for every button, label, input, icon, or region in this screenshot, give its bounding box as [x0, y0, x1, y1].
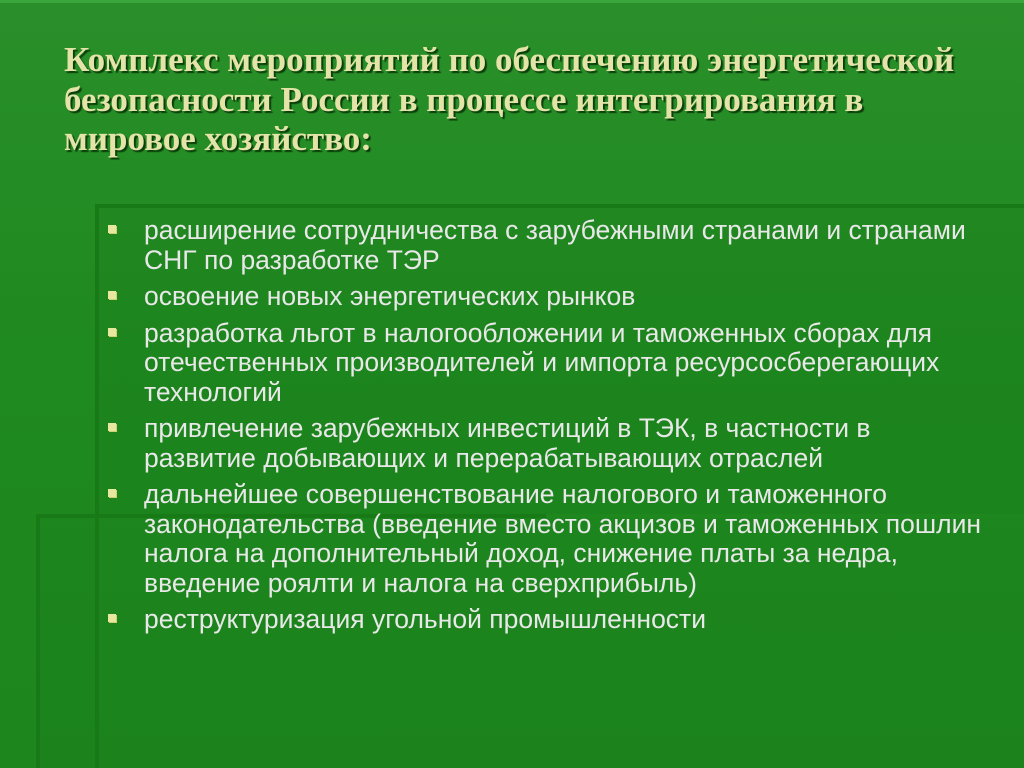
bullet-text: привлечение зарубежных инвестиций в ТЭК, в частности в развитие добывающих и перерабатывающих отраслей	[144, 413, 871, 473]
square-bullet-icon	[108, 489, 116, 497]
bullet-text: реструктуризация угольной промышленности	[144, 604, 706, 634]
bullet-text: расширение сотрудничества с зарубежными странами и странами СНГ по разработке ТЭР	[144, 215, 966, 275]
bullet-text: освоение новых энергетических рынков	[144, 281, 636, 311]
bullet-item	[108, 282, 988, 312]
square-bullet-icon	[108, 291, 116, 299]
bullet-item	[108, 216, 988, 275]
bullet-text: разработка льгот в налогообложении и таможенных сборах для отечественных производителей и импорта ресурсосберегающих технологий	[144, 317, 940, 407]
bullet-item	[108, 480, 988, 598]
square-bullet-icon	[108, 423, 116, 431]
bullet-list	[108, 216, 988, 642]
bullet-item	[108, 414, 988, 473]
top-border-line	[0, 0, 1024, 3]
square-bullet-icon	[108, 328, 116, 336]
decorative-vertical-line	[95, 204, 99, 768]
bullet-item	[108, 605, 988, 635]
decorative-vertical-line-lower	[36, 518, 40, 768]
square-bullet-icon	[108, 614, 116, 622]
decorative-horizontal-line	[99, 204, 1024, 208]
bullet-text: дальнейшее совершенствование налогового и таможенного законодательства (введение вместо акцизов и таможенных пошлин налога на дополнительный доход, снижение платы за недра, введение роялти и налога на сверхприбыль)	[144, 479, 982, 598]
square-bullet-icon	[108, 225, 116, 233]
bullet-item	[108, 319, 988, 408]
slide-title: Комплекс мероприятий по обеспечению энергетической безопасности России в процессе интегрирования в мировое хозяйство:	[64, 40, 955, 159]
